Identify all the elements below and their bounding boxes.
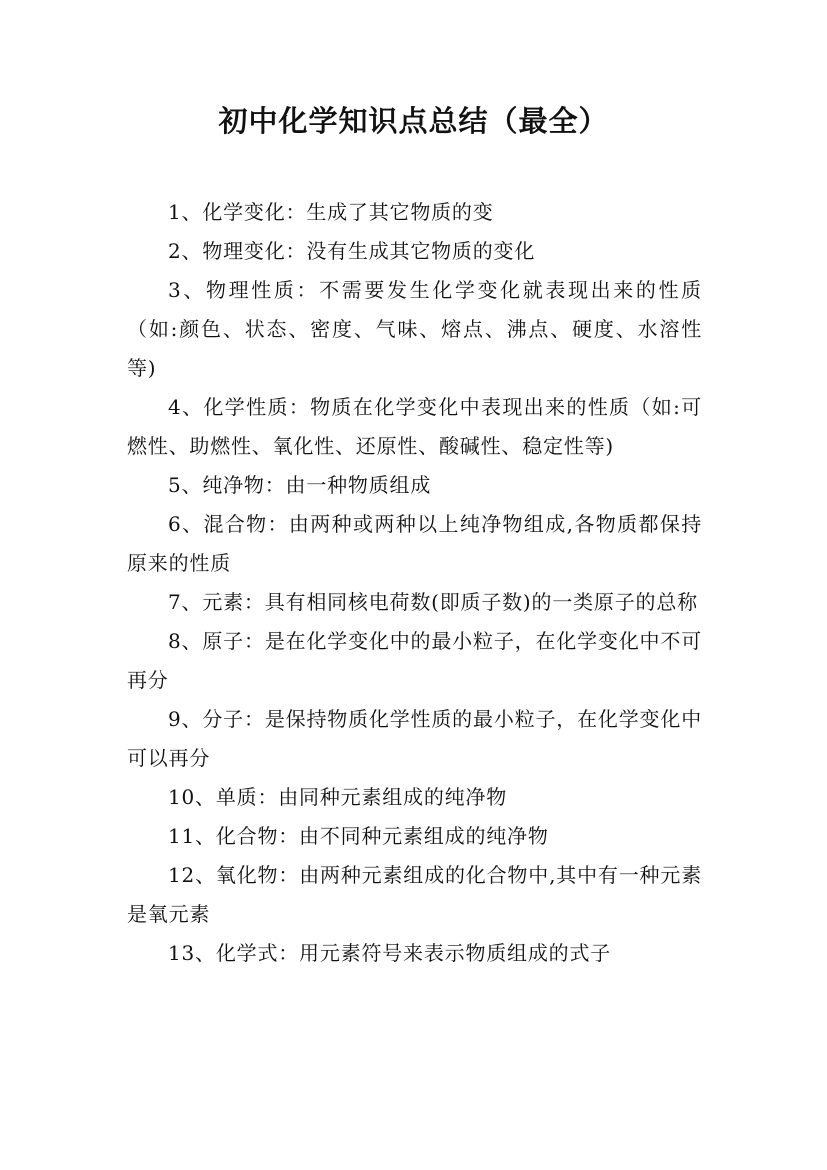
document-title: 初中化学知识点总结（最全） [218,104,609,138]
paragraph-10: 10、单质：由同种元素组成的纯净物 [168,785,508,809]
paragraph-3: 3、物理性质：不需要发生化学变化就表现出来的性质（如:颜色、状态、密度、气味、熔点、沸点、硬度、水溶性等) [127,278,702,380]
paragraph-6: 6、混合物：由两种或两种以上纯净物组成,各物质都保持原来的性质 [127,512,702,575]
paragraph-2: 2、物理变化：没有生成其它物质的变化 [168,239,536,263]
paragraph-7: 7、元素：具有相同核电荷数(即质子数)的一类原子的总称 [168,590,698,614]
paragraph-13: 13、化学式：用元素符号来表示物质组成的式子 [168,941,612,965]
paragraph-4: 4、化学性质：物质在化学变化中表现出来的性质（如:可燃性、助燃性、氧化性、还原性、酸碱性、稳定性等) [127,395,702,458]
paragraph-8: 8、原子：是在化学变化中的最小粒子，在化学变化中不可再分 [127,629,702,692]
paragraph-1: 1、化学变化：生成了其它物质的变 [168,200,494,224]
paragraph-5: 5、纯净物：由一种物质组成 [168,473,432,497]
paragraph-12: 12、氧化物：由两种元素组成的化合物中,其中有一种元素是氧元素 [127,863,702,926]
document-body [127,193,702,973]
paragraph-11: 11、化合物：由不同种元素组成的纯净物 [168,824,549,848]
paragraph-9: 9、分子：是保持物质化学性质的最小粒子，在化学变化中可以再分 [127,707,702,770]
